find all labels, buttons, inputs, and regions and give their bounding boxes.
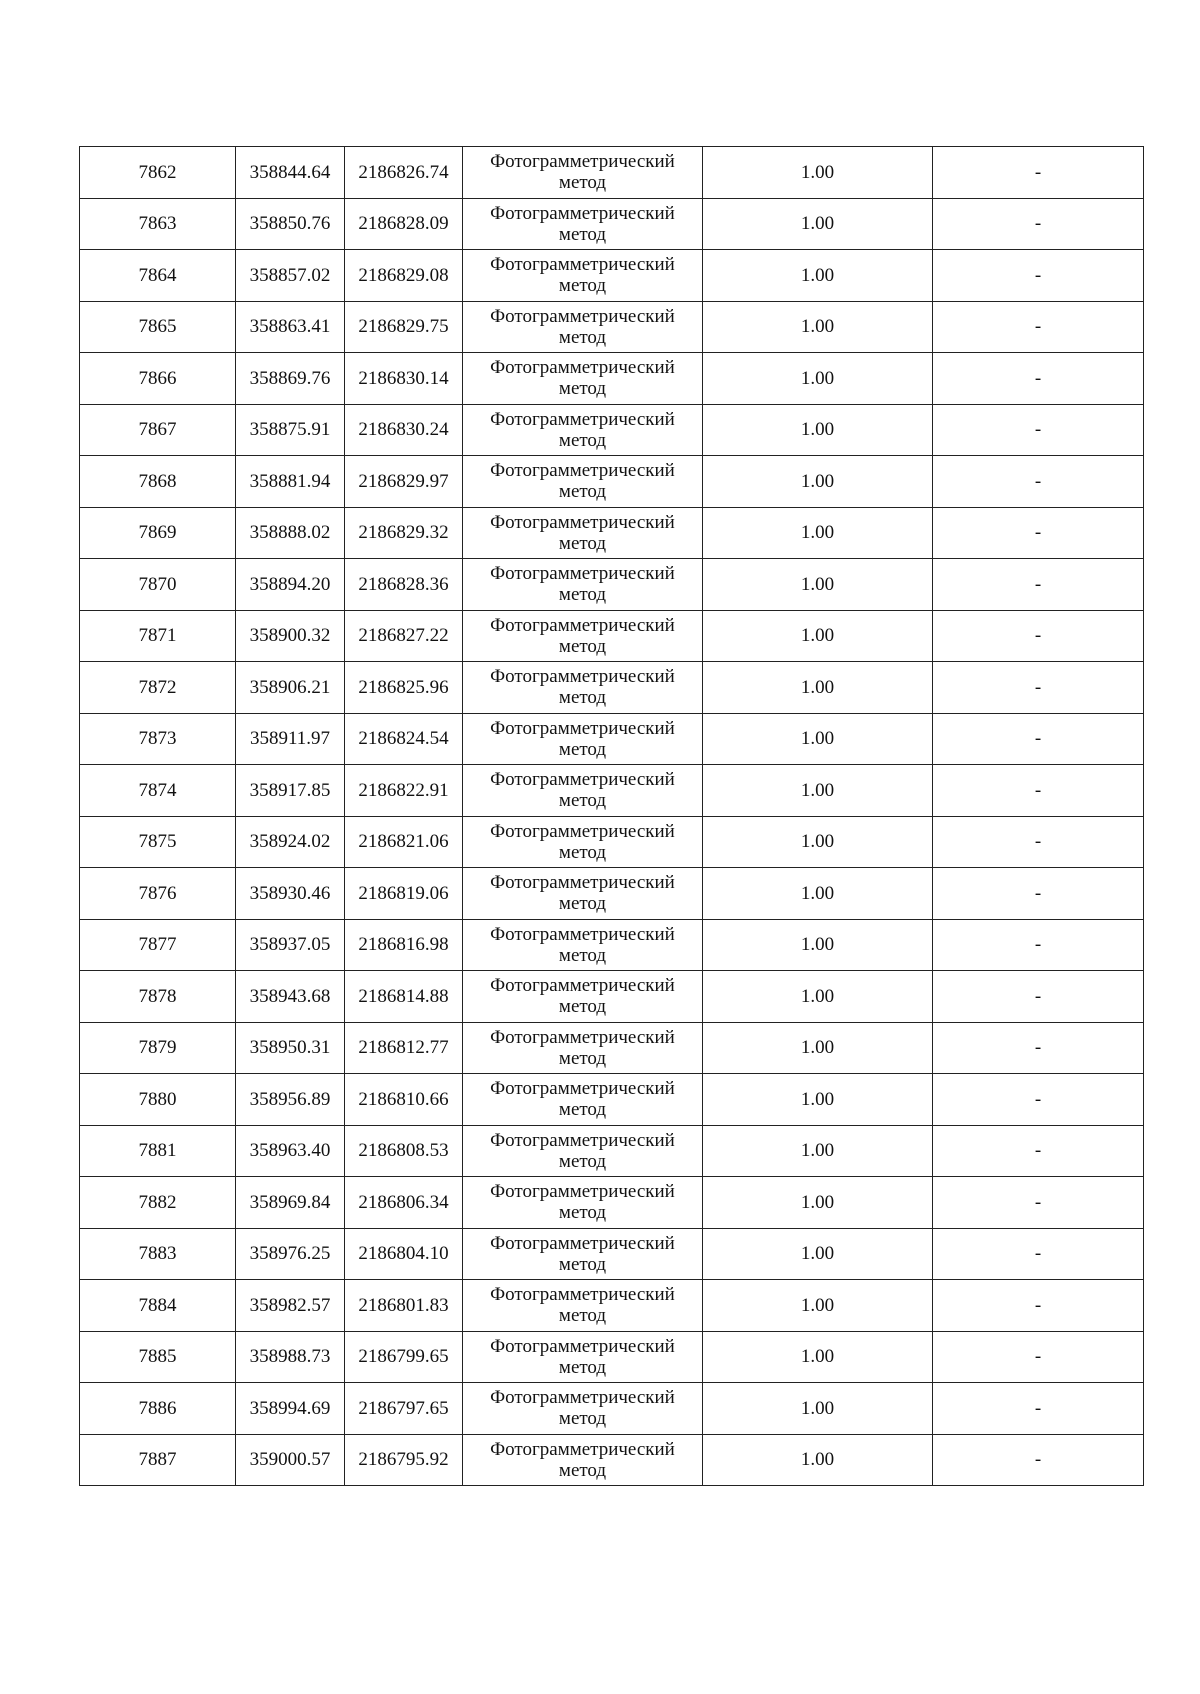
accuracy-cell: 1.00 [703,1177,933,1229]
accuracy-cell: 1.00 [703,713,933,765]
accuracy-cell: 1.00 [703,404,933,456]
point-number-cell: 7874 [80,765,236,817]
accuracy-cell: 1.00 [703,662,933,714]
note-cell: - [933,353,1144,405]
table-row [80,404,1144,456]
note-cell: - [933,1434,1144,1486]
point-number-cell: 7875 [80,816,236,868]
note-cell: - [933,1383,1144,1435]
table-row [80,250,1144,302]
x-coordinate-cell: 358963.40 [236,1125,345,1177]
coordinates-table [79,146,1144,1486]
method-text-line-2: метод [558,275,607,297]
table-row [80,1074,1144,1126]
method-cell [463,816,703,868]
method-text-line-2: метод [558,790,607,812]
method-text-line-2: метод [558,893,607,915]
point-number-cell: 7885 [80,1331,236,1383]
x-coordinate-cell: 358844.64 [236,147,345,199]
table-row [80,662,1144,714]
method-text-line-1: Фотограмметрический [490,563,675,585]
y-coordinate-cell: 2186824.54 [345,713,463,765]
y-coordinate-cell: 2186822.91 [345,765,463,817]
x-coordinate-cell: 358881.94 [236,456,345,508]
table-row [80,353,1144,405]
method-text-line-2: метод [558,584,607,606]
note-cell: - [933,816,1144,868]
point-number-cell: 7883 [80,1228,236,1280]
x-coordinate-cell: 359000.57 [236,1434,345,1486]
method-text-line-1: Фотограмметрический [490,614,675,636]
accuracy-cell: 1.00 [703,1280,933,1332]
method-cell [463,919,703,971]
y-coordinate-cell: 2186819.06 [345,868,463,920]
note-cell: - [933,147,1144,199]
y-coordinate-cell: 2186799.65 [345,1331,463,1383]
note-cell: - [933,1177,1144,1229]
method-text-line-1: Фотограмметрический [490,923,675,945]
y-coordinate-cell: 2186795.92 [345,1434,463,1486]
x-coordinate-cell: 358976.25 [236,1228,345,1280]
method-text-line-2: метод [558,1150,607,1172]
x-coordinate-cell: 358888.02 [236,507,345,559]
note-cell: - [933,1228,1144,1280]
table-row [80,559,1144,611]
method-text-line-2: метод [558,841,607,863]
accuracy-cell: 1.00 [703,1125,933,1177]
method-text-line-1: Фотограмметрический [490,975,675,997]
table-row [80,919,1144,971]
method-cell [463,971,703,1023]
point-number-cell: 7878 [80,971,236,1023]
point-number-cell: 7886 [80,1383,236,1435]
y-coordinate-cell: 2186829.97 [345,456,463,508]
point-number-cell: 7864 [80,250,236,302]
note-cell: - [933,1331,1144,1383]
method-text-line-1: Фотограмметрический [490,872,675,894]
method-cell [463,559,703,611]
x-coordinate-cell: 358900.32 [236,610,345,662]
method-text-line-1: Фотограмметрический [490,254,675,276]
table-row [80,713,1144,765]
x-coordinate-cell: 358857.02 [236,250,345,302]
accuracy-cell: 1.00 [703,816,933,868]
method-cell [463,610,703,662]
table-row [80,868,1144,920]
method-text-line-1: Фотограмметрический [490,305,675,327]
method-text-line-2: метод [558,481,607,503]
point-number-cell: 7869 [80,507,236,559]
note-cell: - [933,610,1144,662]
y-coordinate-cell: 2186827.22 [345,610,463,662]
point-number-cell: 7863 [80,198,236,250]
accuracy-cell: 1.00 [703,147,933,199]
method-cell [463,507,703,559]
method-cell [463,713,703,765]
point-number-cell: 7877 [80,919,236,971]
note-cell: - [933,765,1144,817]
point-number-cell: 7865 [80,301,236,353]
method-cell [463,404,703,456]
method-text-line-2: метод [558,996,607,1018]
accuracy-cell: 1.00 [703,1228,933,1280]
table-row [80,1022,1144,1074]
accuracy-cell: 1.00 [703,868,933,920]
accuracy-cell: 1.00 [703,1434,933,1486]
method-text-line-1: Фотограмметрический [490,1284,675,1306]
method-text-line-1: Фотограмметрический [490,1232,675,1254]
method-text-line-1: Фотограмметрический [490,511,675,533]
method-text-line-1: Фотограмметрический [490,820,675,842]
x-coordinate-cell: 358863.41 [236,301,345,353]
method-text-line-1: Фотограмметрический [490,1335,675,1357]
x-coordinate-cell: 358969.84 [236,1177,345,1229]
accuracy-cell: 1.00 [703,1331,933,1383]
accuracy-cell: 1.00 [703,250,933,302]
accuracy-cell: 1.00 [703,353,933,405]
method-text-line-1: Фотограмметрический [490,151,675,173]
note-cell: - [933,1280,1144,1332]
method-text-line-1: Фотограмметрический [490,666,675,688]
method-cell [463,1125,703,1177]
method-text-line-1: Фотограмметрический [490,408,675,430]
note-cell: - [933,559,1144,611]
point-number-cell: 7871 [80,610,236,662]
table-row [80,1434,1144,1486]
method-text-line-1: Фотограмметрический [490,460,675,482]
method-text-line-2: метод [558,378,607,400]
method-cell [463,1177,703,1229]
method-cell [463,662,703,714]
method-text-line-1: Фотограмметрический [490,1078,675,1100]
table-row [80,1280,1144,1332]
method-text-line-2: метод [558,1099,607,1121]
note-cell: - [933,250,1144,302]
method-text-line-2: метод [558,326,607,348]
table-row [80,1331,1144,1383]
note-cell: - [933,301,1144,353]
point-number-cell: 7866 [80,353,236,405]
x-coordinate-cell: 358906.21 [236,662,345,714]
note-cell: - [933,404,1144,456]
table-row [80,1125,1144,1177]
y-coordinate-cell: 2186830.14 [345,353,463,405]
accuracy-cell: 1.00 [703,559,933,611]
y-coordinate-cell: 2186829.32 [345,507,463,559]
table-row [80,816,1144,868]
note-cell: - [933,662,1144,714]
point-number-cell: 7887 [80,1434,236,1486]
y-coordinate-cell: 2186830.24 [345,404,463,456]
table-row [80,301,1144,353]
method-cell [463,1280,703,1332]
method-cell [463,301,703,353]
method-cell [463,1228,703,1280]
method-text-line-1: Фотограмметрический [490,357,675,379]
point-number-cell: 7884 [80,1280,236,1332]
method-text-line-2: метод [558,1253,607,1275]
point-number-cell: 7880 [80,1074,236,1126]
accuracy-cell: 1.00 [703,765,933,817]
x-coordinate-cell: 358982.57 [236,1280,345,1332]
point-number-cell: 7870 [80,559,236,611]
method-text-line-2: метод [558,1047,607,1069]
note-cell: - [933,507,1144,559]
y-coordinate-cell: 2186829.08 [345,250,463,302]
table-row [80,147,1144,199]
accuracy-cell: 1.00 [703,301,933,353]
table-row [80,507,1144,559]
method-text-line-2: метод [558,532,607,554]
note-cell: - [933,971,1144,1023]
method-cell [463,353,703,405]
x-coordinate-cell: 358988.73 [236,1331,345,1383]
method-text-line-1: Фотограмметрический [490,1129,675,1151]
method-text-line-2: метод [558,172,607,194]
table-row [80,1383,1144,1435]
method-text-line-1: Фотограмметрический [490,769,675,791]
y-coordinate-cell: 2186812.77 [345,1022,463,1074]
method-text-line-1: Фотограмметрический [490,717,675,739]
point-number-cell: 7873 [80,713,236,765]
method-text-line-1: Фотограмметрический [490,202,675,224]
point-number-cell: 7882 [80,1177,236,1229]
x-coordinate-cell: 358911.97 [236,713,345,765]
method-cell [463,1383,703,1435]
method-cell [463,456,703,508]
y-coordinate-cell: 2186821.06 [345,816,463,868]
note-cell: - [933,1074,1144,1126]
x-coordinate-cell: 358917.85 [236,765,345,817]
x-coordinate-cell: 358930.46 [236,868,345,920]
table-body [80,147,1144,1486]
x-coordinate-cell: 358869.76 [236,353,345,405]
x-coordinate-cell: 358994.69 [236,1383,345,1435]
y-coordinate-cell: 2186828.09 [345,198,463,250]
table-row [80,610,1144,662]
x-coordinate-cell: 358850.76 [236,198,345,250]
x-coordinate-cell: 358956.89 [236,1074,345,1126]
method-text-line-1: Фотограмметрический [490,1181,675,1203]
accuracy-cell: 1.00 [703,1383,933,1435]
y-coordinate-cell: 2186804.10 [345,1228,463,1280]
method-cell [463,1022,703,1074]
accuracy-cell: 1.00 [703,1022,933,1074]
note-cell: - [933,456,1144,508]
accuracy-cell: 1.00 [703,919,933,971]
y-coordinate-cell: 2186826.74 [345,147,463,199]
method-text-line-2: метод [558,635,607,657]
method-text-line-2: метод [558,1305,607,1327]
point-number-cell: 7879 [80,1022,236,1074]
method-cell [463,1331,703,1383]
accuracy-cell: 1.00 [703,507,933,559]
accuracy-cell: 1.00 [703,971,933,1023]
accuracy-cell: 1.00 [703,198,933,250]
method-cell [463,1434,703,1486]
point-number-cell: 7881 [80,1125,236,1177]
method-text-line-2: метод [558,223,607,245]
accuracy-cell: 1.00 [703,610,933,662]
table-row [80,456,1144,508]
method-cell [463,765,703,817]
note-cell: - [933,919,1144,971]
method-text-line-2: метод [558,738,607,760]
method-cell [463,868,703,920]
table-row [80,971,1144,1023]
method-text-line-1: Фотограмметрический [490,1438,675,1460]
point-number-cell: 7862 [80,147,236,199]
y-coordinate-cell: 2186825.96 [345,662,463,714]
x-coordinate-cell: 358924.02 [236,816,345,868]
method-text-line-1: Фотограмметрический [490,1026,675,1048]
y-coordinate-cell: 2186808.53 [345,1125,463,1177]
point-number-cell: 7867 [80,404,236,456]
note-cell: - [933,1022,1144,1074]
point-number-cell: 7868 [80,456,236,508]
method-text-line-2: метод [558,1408,607,1430]
y-coordinate-cell: 2186828.36 [345,559,463,611]
method-text-line-1: Фотограмметрический [490,1387,675,1409]
y-coordinate-cell: 2186801.83 [345,1280,463,1332]
table-row [80,1228,1144,1280]
accuracy-cell: 1.00 [703,456,933,508]
note-cell: - [933,713,1144,765]
y-coordinate-cell: 2186806.34 [345,1177,463,1229]
method-text-line-2: метод [558,1202,607,1224]
method-cell [463,147,703,199]
x-coordinate-cell: 358943.68 [236,971,345,1023]
x-coordinate-cell: 358937.05 [236,919,345,971]
method-text-line-2: метод [558,944,607,966]
note-cell: - [933,198,1144,250]
x-coordinate-cell: 358875.91 [236,404,345,456]
point-number-cell: 7876 [80,868,236,920]
note-cell: - [933,868,1144,920]
method-text-line-2: метод [558,429,607,451]
y-coordinate-cell: 2186814.88 [345,971,463,1023]
y-coordinate-cell: 2186810.66 [345,1074,463,1126]
x-coordinate-cell: 358950.31 [236,1022,345,1074]
method-cell [463,250,703,302]
y-coordinate-cell: 2186829.75 [345,301,463,353]
y-coordinate-cell: 2186816.98 [345,919,463,971]
method-cell [463,198,703,250]
note-cell: - [933,1125,1144,1177]
table-row [80,198,1144,250]
method-text-line-2: метод [558,687,607,709]
table-row [80,1177,1144,1229]
point-number-cell: 7872 [80,662,236,714]
x-coordinate-cell: 358894.20 [236,559,345,611]
accuracy-cell: 1.00 [703,1074,933,1126]
y-coordinate-cell: 2186797.65 [345,1383,463,1435]
method-cell [463,1074,703,1126]
table-row [80,765,1144,817]
method-text-line-2: метод [558,1356,607,1378]
method-text-line-2: метод [558,1459,607,1481]
